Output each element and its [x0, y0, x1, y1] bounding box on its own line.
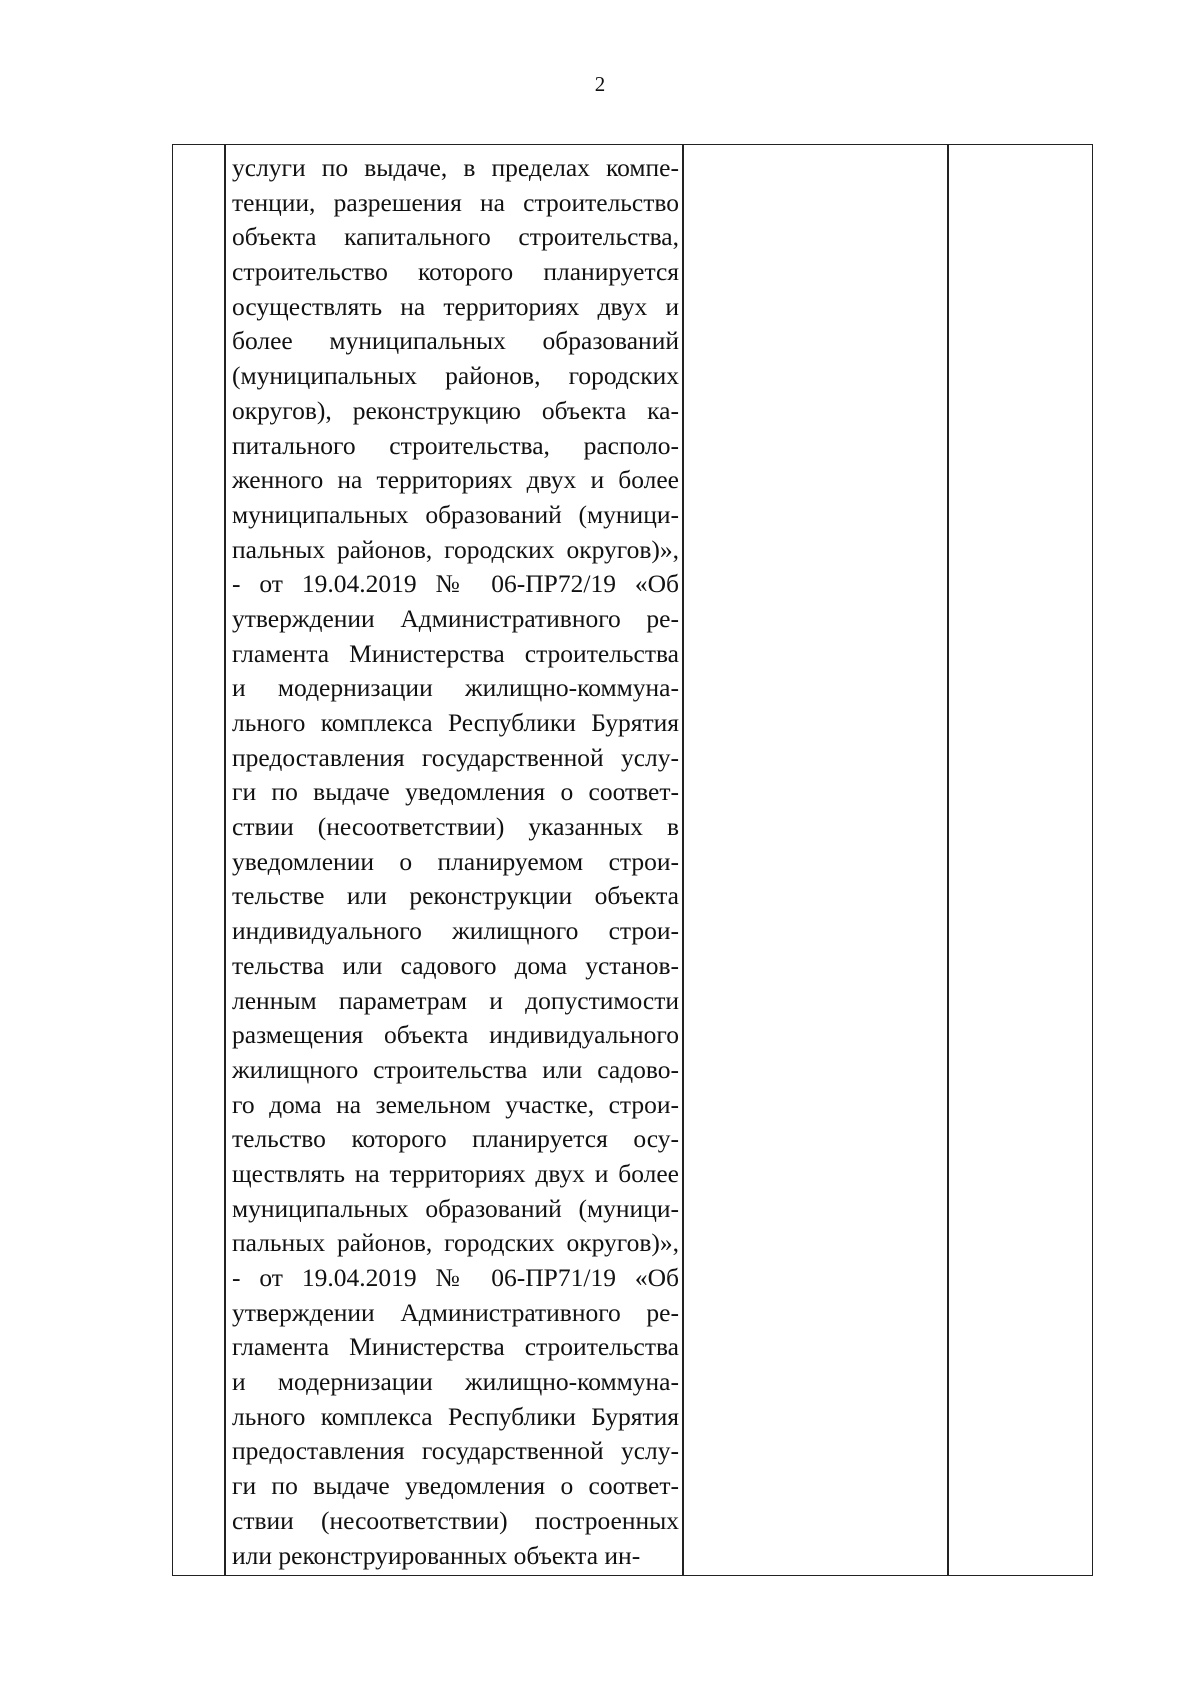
text-line: утверждении Административного ре- [232, 1297, 679, 1327]
text-line: пальных районов, городских округов)», [232, 534, 679, 564]
text-line: округов), реконструкцию объекта ка- [232, 395, 679, 425]
text-line: (муниципальных районов, городских [232, 361, 679, 391]
text-line: гламента Министерства строительства [232, 1332, 679, 1362]
text-line: размещения объекта индивидуального [232, 1020, 679, 1050]
text-line: объекта капитального строительства, [232, 222, 679, 252]
text-line: и модернизации жилищно-коммуна- [232, 673, 679, 703]
text-line: тельства или садового дома установ- [232, 950, 679, 980]
text-line: тенции, разрешения на строительство [232, 187, 679, 217]
text-line: - от 19.04.2019 № 06-ПР72/19 «Об [232, 569, 679, 599]
text-line: предоставления государственной услу- [232, 1436, 679, 1466]
text-line: утверждении Административного ре- [232, 603, 679, 633]
text-line: льного комплекса Республики Бурятия [232, 708, 679, 737]
table-cell-description [232, 151, 679, 1573]
document-table [172, 144, 1093, 1576]
text-line: пальных районов, городских округов)», [232, 1228, 679, 1258]
text-line: более муниципальных образований [232, 326, 679, 356]
text-line: ги по выдаче уведомления о соответ- [232, 1471, 679, 1501]
text-line: жилищного строительства или садово- [232, 1054, 679, 1084]
text-line: и модернизации жилищно-коммуна- [232, 1367, 679, 1397]
text-line: индивидуального жилищного строи- [232, 916, 679, 946]
text-line: женного на территориях двух и более [232, 465, 679, 495]
text-line: гламента Министерства строительства [232, 638, 679, 668]
text-line: ствии (несоответствии) указанных в [232, 812, 679, 842]
text-line: услуги по выдаче, в пределах компе- [232, 153, 679, 182]
text-line: ществлять на территориях двух и более [232, 1158, 679, 1188]
text-line: го дома на земельном участке, строи- [232, 1089, 679, 1119]
text-line: муниципальных образований (муници- [232, 499, 679, 529]
text-line: - от 19.04.2019 № 06-ПР71/19 «Об [232, 1263, 679, 1292]
text-line: уведомлении о планируемом строи- [232, 846, 679, 876]
text-line: тельстве или реконструкции объекта [232, 881, 679, 911]
text-line: тельство которого планируется осу- [232, 1124, 679, 1154]
text-line: ленным параметрам и допустимости [232, 985, 679, 1015]
column-divider-3 [947, 145, 949, 1575]
text-line: питального строительства, располо- [232, 430, 679, 460]
page-number: 2 [594, 72, 606, 96]
text-line: предоставления государственной услу- [232, 742, 679, 772]
text-line: строительство которого планируется [232, 257, 679, 287]
text-line: или реконструированных объекта ин- [232, 1540, 641, 1570]
text-line: ги по выдаче уведомления о соответ- [232, 777, 679, 807]
text-line: льного комплекса Республики Бурятия [232, 1401, 679, 1431]
column-divider-2 [682, 145, 684, 1575]
text-line: ствии (несоответствии) построенных [232, 1505, 679, 1535]
text-line: осуществлять на территориях двух и [232, 291, 679, 321]
column-divider-1 [224, 145, 226, 1575]
text-line: муниципальных образований (муници- [232, 1193, 679, 1223]
